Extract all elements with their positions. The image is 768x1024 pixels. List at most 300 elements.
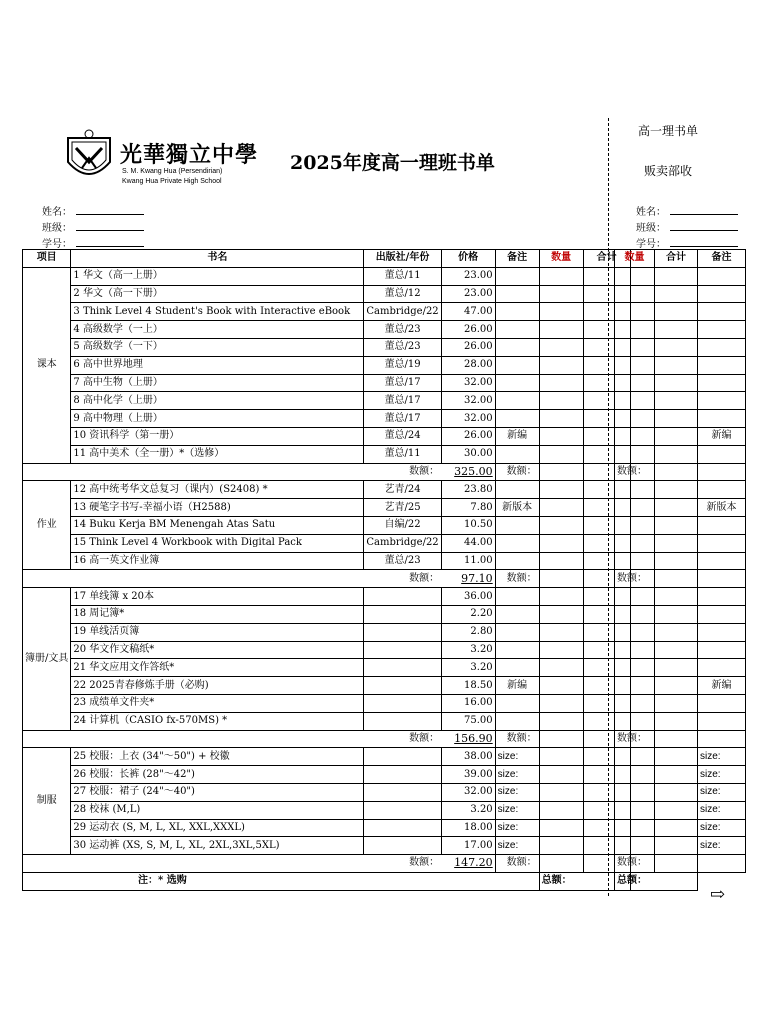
item-name: [71, 392, 364, 410]
side-qty-cell[interactable]: [615, 694, 655, 712]
side-remark: [698, 481, 746, 499]
item-name: [71, 783, 364, 801]
side-total-cell[interactable]: [655, 694, 698, 712]
side-qty-cell[interactable]: [615, 481, 655, 499]
side-qty-cell[interactable]: [615, 766, 655, 784]
subtotal-value: 147.20: [441, 855, 495, 873]
item-publisher: 董总/23: [364, 321, 441, 339]
item-name: [71, 374, 364, 392]
item-price: 7.80: [441, 499, 495, 517]
footer-row: [23, 872, 631, 890]
item-no: 20: [73, 643, 87, 655]
item-publisher: 董总/11: [364, 445, 441, 463]
item-no: 17: [73, 590, 87, 602]
item-publisher: 艺青/25: [364, 499, 441, 517]
table-row: [23, 641, 631, 659]
side-total-cell[interactable]: [655, 267, 698, 285]
qty-cell[interactable]: [539, 641, 583, 659]
side-qty-cell[interactable]: [615, 588, 655, 606]
side-qty-cell[interactable]: [615, 338, 655, 356]
qty-cell[interactable]: [539, 783, 583, 801]
item-publisher: 董总/17: [364, 410, 441, 428]
side-remark: [698, 303, 746, 321]
side-row: [615, 338, 746, 356]
item-title: 高级数学（一上）: [82, 323, 163, 335]
subtotal-row: [23, 730, 631, 748]
item-remark: [495, 605, 539, 623]
side-total-cell[interactable]: [655, 516, 698, 534]
side-total-cell[interactable]: [655, 748, 698, 766]
table-row: [23, 819, 631, 837]
qty-cell[interactable]: [539, 392, 583, 410]
item-title: Think Level 4 Workbook with Digital Pack: [89, 537, 302, 549]
item-no: 16: [73, 554, 87, 566]
item-remark: 新编: [495, 427, 539, 445]
side-grand-total-box[interactable]: 总额：: [615, 872, 698, 890]
side-total-cell[interactable]: [655, 392, 698, 410]
table-row: [23, 321, 631, 339]
side-remark: [698, 285, 746, 303]
side-remark: [698, 392, 746, 410]
item-publisher: [364, 712, 441, 730]
item-publisher: [364, 766, 441, 784]
item-price: 2.80: [441, 623, 495, 641]
item-no: 1: [73, 270, 80, 282]
item-name: [71, 285, 364, 303]
item-remark: [495, 410, 539, 428]
side-total-cell[interactable]: [655, 801, 698, 819]
table-row: [23, 712, 631, 730]
header-cat: 项目: [23, 250, 71, 268]
qty-cell[interactable]: [539, 374, 583, 392]
side-qty-cell[interactable]: [615, 677, 655, 695]
item-name: [71, 659, 364, 677]
qty-cell[interactable]: [539, 427, 583, 445]
item-publisher: [364, 677, 441, 695]
subtotal-value: 325.00: [441, 463, 495, 481]
school-logo: [62, 128, 259, 190]
category-label: 课本: [23, 267, 71, 463]
item-publisher: 自编/22: [364, 516, 441, 534]
item-publisher: [364, 837, 441, 855]
side-total-cell[interactable]: [655, 588, 698, 606]
qty-cell[interactable]: [539, 694, 583, 712]
name-field[interactable]: 姓名：: [42, 203, 144, 218]
item-title: 华文应用文作答纸*: [89, 661, 175, 673]
side-qty-cell[interactable]: [615, 267, 655, 285]
category-label: 制服: [23, 748, 71, 855]
item-name: [71, 534, 364, 552]
item-price: 26.00: [441, 338, 495, 356]
qty-cell[interactable]: [539, 819, 583, 837]
subtotal-qty-box[interactable]: [539, 463, 583, 481]
item-name: [71, 427, 364, 445]
school-crest-icon: [62, 128, 116, 188]
header-total: 合计: [583, 250, 630, 268]
item-title: 华文作文稿纸*: [89, 643, 155, 655]
side-remark: [698, 516, 746, 534]
side-total-cell[interactable]: [655, 819, 698, 837]
side-qty-cell[interactable]: [615, 801, 655, 819]
side-row: [615, 748, 746, 766]
side-header-remark: 备注: [698, 250, 746, 268]
table-row: [23, 445, 631, 463]
item-price: 32.00: [441, 374, 495, 392]
side-subtotal-box[interactable]: [655, 730, 698, 748]
book-list-table: [22, 249, 631, 891]
category-label: 作业: [23, 481, 71, 570]
table-row: [23, 356, 631, 374]
item-name: [71, 410, 364, 428]
side-row: [615, 677, 746, 695]
table-row: [23, 588, 631, 606]
side-total-cell[interactable]: [655, 481, 698, 499]
qty-cell[interactable]: [539, 321, 583, 339]
side-subtotal-box[interactable]: [655, 463, 698, 481]
item-price: 16.00: [441, 694, 495, 712]
table-row: [23, 392, 631, 410]
item-no: 26: [73, 768, 87, 780]
qty-cell[interactable]: [539, 588, 583, 606]
qty-cell[interactable]: [539, 338, 583, 356]
qty-cell[interactable]: [539, 837, 583, 855]
qty-cell[interactable]: [539, 410, 583, 428]
item-title: 计算机（CASIO fx-570MS) *: [89, 715, 228, 727]
table-row: [23, 552, 631, 570]
item-publisher: [364, 801, 441, 819]
item-name: [71, 588, 364, 606]
side-name-field[interactable]: 姓名：: [636, 203, 738, 218]
item-no: 21: [73, 661, 87, 673]
subtotal-qty-box[interactable]: [539, 730, 583, 748]
side-subtotal-label: 数额：: [615, 570, 655, 588]
item-remark: [495, 712, 539, 730]
item-publisher: 艺青/24: [364, 481, 441, 499]
item-price: 75.00: [441, 712, 495, 730]
side-remark: 新编: [698, 677, 746, 695]
side-total-cell[interactable]: [655, 338, 698, 356]
table-row: [23, 481, 631, 499]
side-total-cell[interactable]: [655, 534, 698, 552]
table-row: [23, 374, 631, 392]
item-name: [71, 766, 364, 784]
side-row: [615, 410, 746, 428]
side-qty-cell[interactable]: [615, 427, 655, 445]
side-row: [615, 694, 746, 712]
item-price: 47.00: [441, 303, 495, 321]
item-remark: size:: [495, 748, 539, 766]
item-publisher: [364, 748, 441, 766]
item-publisher: 董总/17: [364, 392, 441, 410]
table-row: [23, 837, 631, 855]
item-title: 高一英文作业簿: [89, 554, 160, 566]
item-price: 18.00: [441, 819, 495, 837]
side-total-cell[interactable]: [655, 356, 698, 374]
side-qty-cell[interactable]: [615, 445, 655, 463]
side-qty-cell[interactable]: [615, 641, 655, 659]
item-price: 38.00: [441, 748, 495, 766]
item-no: 23: [73, 697, 87, 709]
side-row: [615, 801, 746, 819]
table-row: [23, 499, 631, 517]
item-publisher: 董总/17: [364, 374, 441, 392]
subtotal-label: 数额：: [23, 855, 442, 873]
item-remark: [495, 659, 539, 677]
side-row: [615, 321, 746, 339]
item-remark: 新编: [495, 677, 539, 695]
side-row: [615, 659, 746, 677]
side-qty-cell[interactable]: [615, 783, 655, 801]
table-row: [23, 338, 631, 356]
side-remark: 新编: [698, 427, 746, 445]
item-name: [71, 748, 364, 766]
side-qty-cell[interactable]: [615, 356, 655, 374]
table-row: [23, 783, 631, 801]
item-remark: [495, 285, 539, 303]
side-total-cell[interactable]: [655, 499, 698, 517]
item-no: 11: [73, 448, 87, 460]
item-publisher: [364, 623, 441, 641]
side-total-cell[interactable]: [655, 783, 698, 801]
qty-cell[interactable]: [539, 623, 583, 641]
right-title: 高一理书单: [638, 124, 699, 138]
qty-cell[interactable]: [539, 766, 583, 784]
subtotal-qty-box[interactable]: [539, 855, 583, 873]
grand-total-box[interactable]: 总额：: [539, 872, 630, 890]
item-name: [71, 605, 364, 623]
item-title: 成绩单文件夹*: [89, 697, 155, 709]
item-price: 28.00: [441, 356, 495, 374]
side-subtotal-blank: [698, 463, 746, 481]
item-no: 4: [73, 323, 80, 335]
side-subtotal-blank: [698, 855, 746, 873]
side-qty-cell[interactable]: [615, 605, 655, 623]
school-name-cn: 光華獨立中學: [120, 142, 259, 168]
school-name-en1: S. M. Kwang Hua (Persendirian): [122, 168, 223, 175]
qty-cell[interactable]: [539, 356, 583, 374]
item-price: 36.00: [441, 588, 495, 606]
item-publisher: [364, 605, 441, 623]
side-remark: size:: [698, 783, 746, 801]
qty-cell[interactable]: [539, 481, 583, 499]
item-publisher: [364, 641, 441, 659]
side-total-cell[interactable]: [655, 410, 698, 428]
side-remark: [698, 552, 746, 570]
qty-cell[interactable]: [539, 534, 583, 552]
qty-cell[interactable]: [539, 552, 583, 570]
item-remark: [495, 356, 539, 374]
qty-cell[interactable]: [539, 445, 583, 463]
side-row: [615, 445, 746, 463]
subtotal-label-2: 数额：: [495, 463, 539, 481]
side-qty-cell[interactable]: [615, 623, 655, 641]
qty-cell[interactable]: [539, 677, 583, 695]
side-total-cell[interactable]: [655, 374, 698, 392]
item-remark: [495, 321, 539, 339]
side-qty-cell[interactable]: [615, 285, 655, 303]
table-row: [23, 267, 631, 285]
side-row: [615, 552, 746, 570]
item-publisher: Cambridge/22: [364, 534, 441, 552]
item-remark: size:: [495, 783, 539, 801]
item-no: 3: [73, 305, 80, 317]
side-qty-cell[interactable]: [615, 321, 655, 339]
side-total-cell[interactable]: [655, 303, 698, 321]
table-row: [23, 285, 631, 303]
student-no-field[interactable]: 学号：: [42, 235, 144, 250]
item-remark: size:: [495, 801, 539, 819]
right-subtitle: 贩卖部收: [644, 164, 693, 178]
side-row: [615, 819, 746, 837]
table-row: [23, 801, 631, 819]
side-total-cell[interactable]: [655, 605, 698, 623]
subtotal-label: 数额：: [23, 463, 442, 481]
side-remark: [698, 338, 746, 356]
qty-cell[interactable]: [539, 605, 583, 623]
item-price: 23.00: [441, 267, 495, 285]
side-class-field[interactable]: 班级：: [636, 219, 738, 234]
item-no: 27: [73, 786, 87, 798]
side-total-cell[interactable]: [655, 677, 698, 695]
item-price: 44.00: [441, 534, 495, 552]
item-price: 32.00: [441, 783, 495, 801]
side-qty-cell[interactable]: [615, 837, 655, 855]
side-remark: [698, 410, 746, 428]
side-remark: size:: [698, 819, 746, 837]
item-remark: [495, 588, 539, 606]
qty-cell[interactable]: [539, 516, 583, 534]
side-total-cell[interactable]: [655, 552, 698, 570]
subtotal-label-2: 数额：: [495, 570, 539, 588]
item-publisher: 董总/11: [364, 267, 441, 285]
side-qty-cell[interactable]: [615, 410, 655, 428]
side-qty-cell[interactable]: [615, 534, 655, 552]
side-qty-cell[interactable]: [615, 303, 655, 321]
item-publisher: [364, 694, 441, 712]
qty-cell[interactable]: [539, 285, 583, 303]
side-total-cell[interactable]: [655, 427, 698, 445]
side-qty-cell[interactable]: [615, 516, 655, 534]
item-title: 高级数学（一下）: [82, 341, 163, 353]
item-publisher: 董总/19: [364, 356, 441, 374]
side-subtotal-blank: [698, 570, 746, 588]
class-field[interactable]: 班级：: [42, 219, 144, 234]
side-remark: [698, 712, 746, 730]
table-row: [23, 605, 631, 623]
side-total-cell[interactable]: [655, 641, 698, 659]
item-name: [71, 338, 364, 356]
qty-cell[interactable]: [539, 303, 583, 321]
item-price: 3.20: [441, 641, 495, 659]
item-name: [71, 552, 364, 570]
item-name: [71, 837, 364, 855]
item-publisher: [364, 659, 441, 677]
item-remark: [495, 392, 539, 410]
item-remark: [495, 374, 539, 392]
side-qty-cell[interactable]: [615, 552, 655, 570]
item-title: 运动裤 (XS, S, M, L, XL, 2XL,3XL,5XL): [89, 839, 280, 851]
item-price: 18.50: [441, 677, 495, 695]
side-remark: size:: [698, 748, 746, 766]
item-publisher: [364, 783, 441, 801]
item-name: [71, 481, 364, 499]
side-subtotal-label: 数额：: [615, 730, 655, 748]
table-row: [23, 427, 631, 445]
qty-cell[interactable]: [539, 267, 583, 285]
item-title: 高中美术（全一册）*（选修）: [89, 448, 225, 460]
item-no: 8: [73, 394, 80, 406]
item-price: 23.80: [441, 481, 495, 499]
item-remark: size:: [495, 837, 539, 855]
side-remark: 新版本: [698, 499, 746, 517]
subtotal-qty-box[interactable]: [539, 570, 583, 588]
qty-cell[interactable]: [539, 712, 583, 730]
qty-cell[interactable]: [539, 748, 583, 766]
side-qty-cell[interactable]: [615, 392, 655, 410]
side-qty-cell[interactable]: [615, 659, 655, 677]
side-qty-cell[interactable]: [615, 374, 655, 392]
table-row: [23, 748, 631, 766]
item-remark: [495, 552, 539, 570]
table-row: [23, 303, 631, 321]
side-remark: [698, 534, 746, 552]
item-name: [71, 677, 364, 695]
qty-cell[interactable]: [539, 659, 583, 677]
item-remark: 新版本: [495, 499, 539, 517]
side-total-cell[interactable]: [655, 766, 698, 784]
item-title: 硬笔字书写-幸福小语（H2588): [89, 501, 231, 513]
item-remark: [495, 445, 539, 463]
subtotal-value: 156.90: [441, 730, 495, 748]
item-name: [71, 516, 364, 534]
side-total-cell[interactable]: [655, 285, 698, 303]
side-total-cell[interactable]: [655, 712, 698, 730]
item-title: 运动衣 (S, M, L, XL, XXL,XXXL): [89, 821, 245, 833]
qty-cell[interactable]: [539, 499, 583, 517]
side-remark: [698, 321, 746, 339]
side-total-cell[interactable]: [655, 321, 698, 339]
qty-cell[interactable]: [539, 801, 583, 819]
side-total-cell[interactable]: [655, 659, 698, 677]
item-publisher: 董总/24: [364, 427, 441, 445]
side-qty-cell[interactable]: [615, 499, 655, 517]
side-total-cell[interactable]: [655, 445, 698, 463]
side-total-cell[interactable]: [655, 623, 698, 641]
item-remark: [495, 338, 539, 356]
next-page-arrow-icon: ⇨: [710, 884, 726, 905]
side-qty-cell[interactable]: [615, 712, 655, 730]
side-footer-row: [615, 872, 746, 890]
side-remark: [698, 694, 746, 712]
item-name: [71, 356, 364, 374]
side-header-total: 合计: [655, 250, 698, 268]
side-total-cell[interactable]: [655, 837, 698, 855]
side-subtotal-box[interactable]: [655, 855, 698, 873]
side-subtotal-label: 数额：: [615, 855, 655, 873]
side-row: [615, 392, 746, 410]
table-row: [23, 677, 631, 695]
side-student-no-field[interactable]: 学号：: [636, 235, 738, 250]
subtotal-row: [23, 855, 631, 873]
item-name: [71, 499, 364, 517]
item-title: 高中生物（上册）: [82, 376, 163, 388]
side-qty-cell[interactable]: [615, 819, 655, 837]
item-publisher: 董总/12: [364, 285, 441, 303]
item-title: 2025青春修炼手册（必购): [89, 679, 209, 691]
side-qty-cell[interactable]: [615, 748, 655, 766]
side-subtotal-box[interactable]: [655, 570, 698, 588]
item-price: 32.00: [441, 410, 495, 428]
